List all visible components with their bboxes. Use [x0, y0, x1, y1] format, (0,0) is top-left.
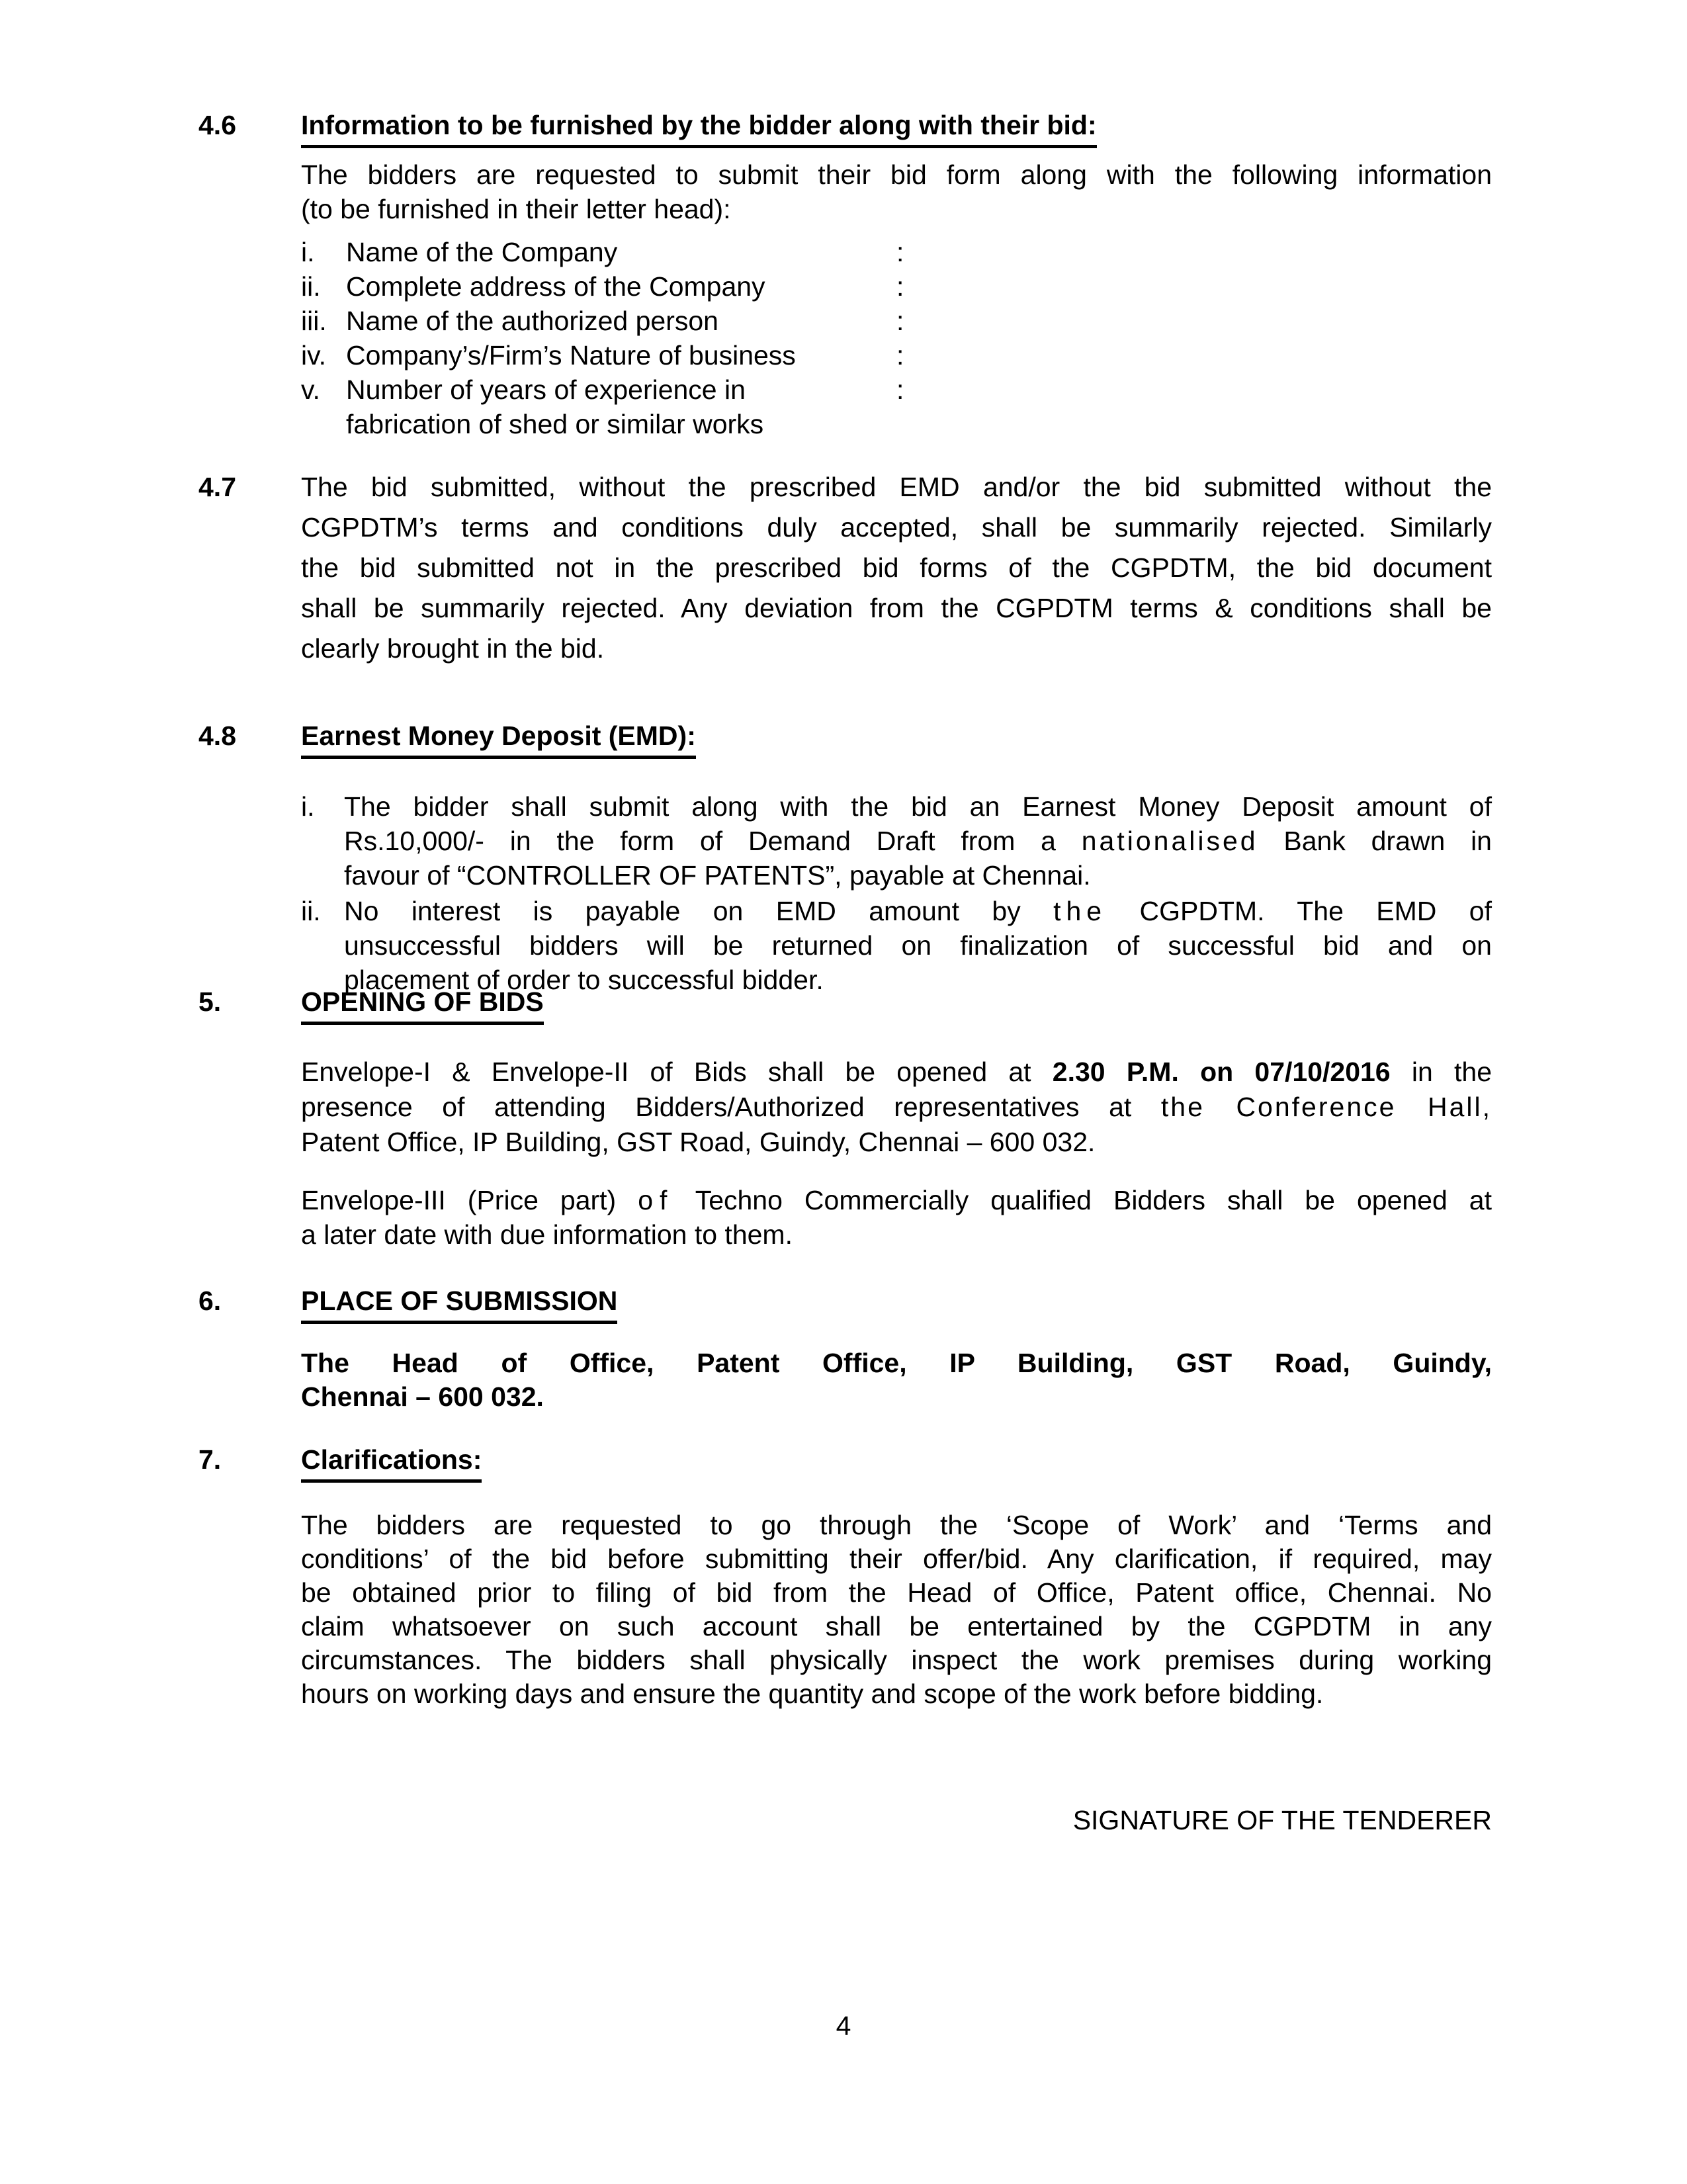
letter-spaced-word: the [1053, 896, 1107, 926]
bid-opening-datetime: 2.30 P.M. on 07/10/2016 [1052, 1057, 1391, 1087]
colon-separator: : [896, 271, 904, 302]
list-item [301, 269, 1492, 304]
paragraph-line: unsuccessful bidders will be returned on finalization of successful bid and on [344, 930, 1492, 961]
section-4-8-item-1 [301, 789, 1492, 893]
paragraph-line: The Head of Office, Patent Office, IP Building, GST Road, Guindy, [301, 1348, 1492, 1378]
list-item-label: v. [301, 374, 320, 405]
list-item [301, 372, 1492, 407]
section-heading-row-5 [301, 984, 1492, 1025]
letter-spaced-phrase: the Conference Hall, [1160, 1092, 1492, 1122]
paragraph-line [344, 824, 1492, 858]
section-heading-4-8: Earnest Money Deposit (EMD): [301, 719, 696, 759]
section-number-7: 7. [198, 1444, 222, 1475]
paragraph-line: hours on working days and ensure the quantity and scope of the work before bidding. [301, 1679, 1324, 1709]
section-number-4-8: 4.8 [198, 721, 236, 751]
colon-separator: : [896, 237, 904, 267]
paragraph-line: CGPDTM’s terms and conditions duly accepted, shall be summarily rejected. Similarly [301, 512, 1492, 543]
section-heading-5: OPENING OF BIDS [301, 984, 544, 1025]
paragraph-line: placement of order to successful bidder. [344, 965, 824, 995]
line-segment: presence of attending Bidders/Authorized representatives at [301, 1092, 1161, 1122]
section-4-7-paragraph [301, 467, 1492, 669]
list-item-text: Complete address of the Company [346, 271, 765, 302]
list-item [301, 338, 1492, 372]
section-heading-row-6 [301, 1284, 1492, 1324]
list-item-label: i. [301, 237, 315, 267]
list-item [301, 235, 1492, 269]
section-heading-row-4-8 [301, 719, 1492, 759]
line-segment: Techno Commercially qualified Bidders shall be opened at [673, 1185, 1492, 1215]
section-5-paragraph-2 [301, 1183, 1492, 1252]
section-heading-row-7 [301, 1442, 1492, 1483]
colon-separator: : [896, 374, 904, 405]
colon-separator: : [896, 340, 904, 371]
line-segment: Bank drawn in [1258, 826, 1492, 856]
paragraph-line: The bidders are requested to go through the ‘Scope of Work’ and ‘Terms and [301, 1510, 1492, 1540]
list-item-text: Company’s/Firm’s Nature of business [346, 340, 796, 371]
section-7-paragraph [301, 1508, 1492, 1711]
line-segment: Rs.10,000/- in the form of Demand Draft from a [344, 826, 1082, 856]
section-heading-6: PLACE OF SUBMISSION [301, 1284, 617, 1324]
paragraph-line: clearly brought in the bid. [301, 633, 605, 664]
section-4-6-intro [301, 157, 1492, 226]
section-heading-row-4-6 [301, 108, 1492, 148]
line-segment: Envelope-I & Envelope-II of Bids shall be opened at [301, 1057, 1053, 1087]
section-6-paragraph [301, 1346, 1492, 1414]
paragraph-line: (to be furnished in their letter head): [301, 194, 731, 224]
section-number-4-6: 4.6 [198, 110, 236, 140]
letter-spaced-word: of [638, 1185, 674, 1215]
list-item-text: Number of years of experience in [346, 374, 746, 405]
paragraph-line [301, 1055, 1492, 1090]
paragraph-line: the bid submitted not in the prescribed bid forms of the CGPDTM, the bid document [301, 552, 1492, 583]
letter-spaced-word: nationalised [1081, 826, 1258, 856]
section-4-6-list [301, 235, 1492, 441]
paragraph-line: claim whatsoever on such account shall be entertained by the CGPDTM in any [301, 1611, 1492, 1641]
list-item-continuation: fabrication of shed or similar works [346, 409, 764, 439]
paragraph-line [344, 894, 1492, 928]
paragraph-line: be obtained prior to filing of bid from the Head of Office, Patent office, Chennai. No [301, 1577, 1492, 1608]
paragraph-line [301, 1090, 1492, 1125]
page-number: 4 [836, 2011, 851, 2041]
list-item-label: i. [301, 791, 315, 822]
line-segment: No interest is payable on EMD amount by [344, 896, 1054, 926]
paragraph-line: Chennai – 600 032. [301, 1381, 544, 1412]
paragraph-line: circumstances. The bidders shall physically inspect the work premises during working [301, 1645, 1492, 1675]
signature-line: SIGNATURE OF THE TENDERER [1072, 1805, 1492, 1835]
paragraph-line [301, 1183, 1492, 1217]
paragraph-line: favour of “CONTROLLER OF PATENTS”, payable at Chennai. [344, 860, 1091, 891]
list-item-label: iv. [301, 340, 326, 371]
list-item-label: iii. [301, 306, 327, 336]
section-5-paragraph-1 [301, 1055, 1492, 1160]
list-item-label: ii. [301, 896, 321, 926]
section-number-4-7: 4.7 [198, 472, 236, 502]
list-item-label: ii. [301, 271, 321, 302]
paragraph-line: The bidder shall submit along with the bid an Earnest Money Deposit amount of [344, 791, 1492, 822]
section-number-6: 6. [198, 1286, 222, 1316]
paragraph-line: The bidders are requested to submit their bid form along with the following information [301, 159, 1492, 190]
section-4-8-item-2 [301, 894, 1492, 997]
paragraph-line: Patent Office, IP Building, GST Road, Guindy, Chennai – 600 032. [301, 1127, 1096, 1157]
list-item-text: Name of the Company [346, 237, 618, 267]
paragraph-line: shall be summarily rejected. Any deviation from the CGPDTM terms & conditions shall be [301, 593, 1492, 623]
line-segment: CGPDTM. The EMD of [1107, 896, 1492, 926]
section-number-5: 5. [198, 986, 222, 1017]
section-heading-7: Clarifications: [301, 1442, 482, 1483]
list-item [301, 304, 1492, 338]
paragraph-line: conditions’ of the bid before submitting their offer/bid. Any clarification, if required, may [301, 1544, 1492, 1574]
colon-separator: : [896, 306, 904, 336]
paragraph-line: a later date with due information to them. [301, 1219, 793, 1250]
section-heading-4-6: Information to be furnished by the bidder along with their bid: [301, 108, 1097, 148]
line-segment: in the [1390, 1057, 1492, 1087]
paragraph-line: The bid submitted, without the prescribed EMD and/or the bid submitted without the [301, 472, 1492, 502]
list-item-text: Name of the authorized person [346, 306, 718, 336]
line-segment: Envelope-III (Price part) [301, 1185, 638, 1215]
